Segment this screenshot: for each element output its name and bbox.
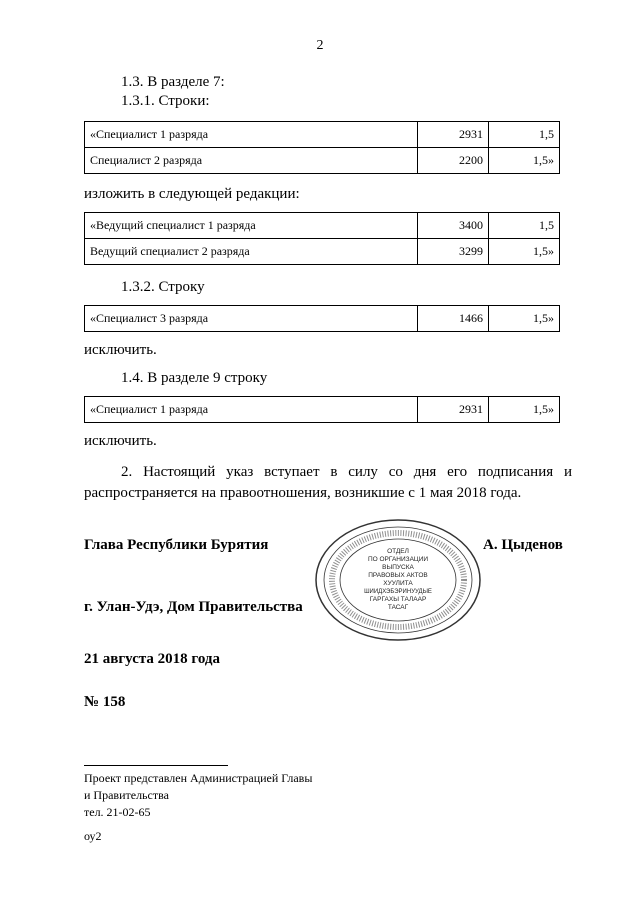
subsection-heading-1-3-2: 1.3.2. Строку bbox=[121, 279, 205, 295]
stamp-line: ПО ОРГАНИЗАЦИИ bbox=[367, 556, 429, 563]
decree-number: № 158 bbox=[84, 694, 126, 710]
exclude-instruction-2: исключить. bbox=[84, 433, 157, 449]
value-cell: 1,5» bbox=[489, 239, 560, 265]
signing-place: г. Улан-Удэ, Дом Правительства bbox=[84, 599, 303, 615]
position-cell: «Ведущий специалист 1 разряда bbox=[85, 213, 418, 239]
footnote-divider bbox=[84, 765, 228, 766]
stamp-line: ШИИДХЭБЭРИНУУДЫЕ bbox=[364, 589, 432, 595]
position-cell: Ведущий специалист 2 разряда bbox=[85, 239, 418, 265]
code-cell: 1466 bbox=[418, 306, 489, 332]
old-rows-table bbox=[84, 121, 560, 174]
exclude-instruction: исключить. bbox=[84, 342, 157, 358]
document-code: оу2 bbox=[84, 829, 102, 843]
value-cell: 1,5» bbox=[489, 397, 560, 423]
section-heading-1-4: 1.4. В разделе 9 строку bbox=[121, 370, 268, 386]
footer-line-2: и Правительства bbox=[84, 788, 169, 802]
stamp-line: ВЫПУСКА bbox=[382, 564, 414, 571]
stamp-line: ОТДЕЛ bbox=[387, 548, 409, 555]
clause-2: 2. Настоящий указ вступает в силу со дня его подписания и распространяется на правоотношения, возникшие с 1 мая 2018 года. bbox=[84, 464, 572, 501]
replace-instruction: изложить в следующей редакции: bbox=[84, 186, 300, 202]
code-cell: 2200 bbox=[418, 148, 489, 174]
signatory-name: А. Цыденов bbox=[483, 537, 563, 553]
value-cell: 1,5 bbox=[489, 213, 560, 239]
footer-phone: тел. 21-02-65 bbox=[84, 805, 151, 819]
code-cell: 3400 bbox=[418, 213, 489, 239]
stamp-line: ГАРГАХЫ ТАЛААР bbox=[369, 596, 427, 603]
table-row bbox=[85, 122, 560, 148]
stamp-line: ПРАВОВЫХ АКТОВ bbox=[368, 572, 428, 579]
stamp-line: ТАСАГ bbox=[387, 604, 409, 611]
new-rows-table bbox=[84, 212, 560, 265]
table-row bbox=[85, 397, 560, 423]
value-cell: 1,5» bbox=[489, 306, 560, 332]
table-row bbox=[85, 213, 560, 239]
table-row bbox=[85, 306, 560, 332]
footer-line-1: Проект представлен Администрацией Главы bbox=[84, 771, 313, 785]
signatory-position: Глава Республики Бурятия bbox=[84, 537, 269, 553]
table-row bbox=[85, 239, 560, 265]
code-cell: 2931 bbox=[418, 122, 489, 148]
value-cell: 1,5» bbox=[489, 148, 560, 174]
code-cell: 2931 bbox=[418, 397, 489, 423]
section-9-row-table bbox=[84, 396, 560, 423]
position-cell: «Специалист 1 разряда bbox=[85, 397, 418, 423]
position-cell: Специалист 2 разряда bbox=[85, 148, 418, 174]
stamp-line: ХУУЛИТА bbox=[383, 580, 413, 587]
code-cell: 3299 bbox=[418, 239, 489, 265]
signing-date: 21 августа 2018 года bbox=[84, 651, 221, 667]
page-number: 2 bbox=[316, 38, 324, 53]
position-cell: «Специалист 3 разряда bbox=[85, 306, 418, 332]
subsection-heading-1-3-1: 1.3.1. Строки: bbox=[121, 93, 210, 109]
table-row bbox=[85, 148, 560, 174]
official-stamp bbox=[314, 518, 482, 642]
excluded-row-table bbox=[84, 305, 560, 332]
section-heading-1-3: 1.3. В разделе 7: bbox=[121, 74, 225, 90]
position-cell: «Специалист 1 разряда bbox=[85, 122, 418, 148]
value-cell: 1,5 bbox=[489, 122, 560, 148]
